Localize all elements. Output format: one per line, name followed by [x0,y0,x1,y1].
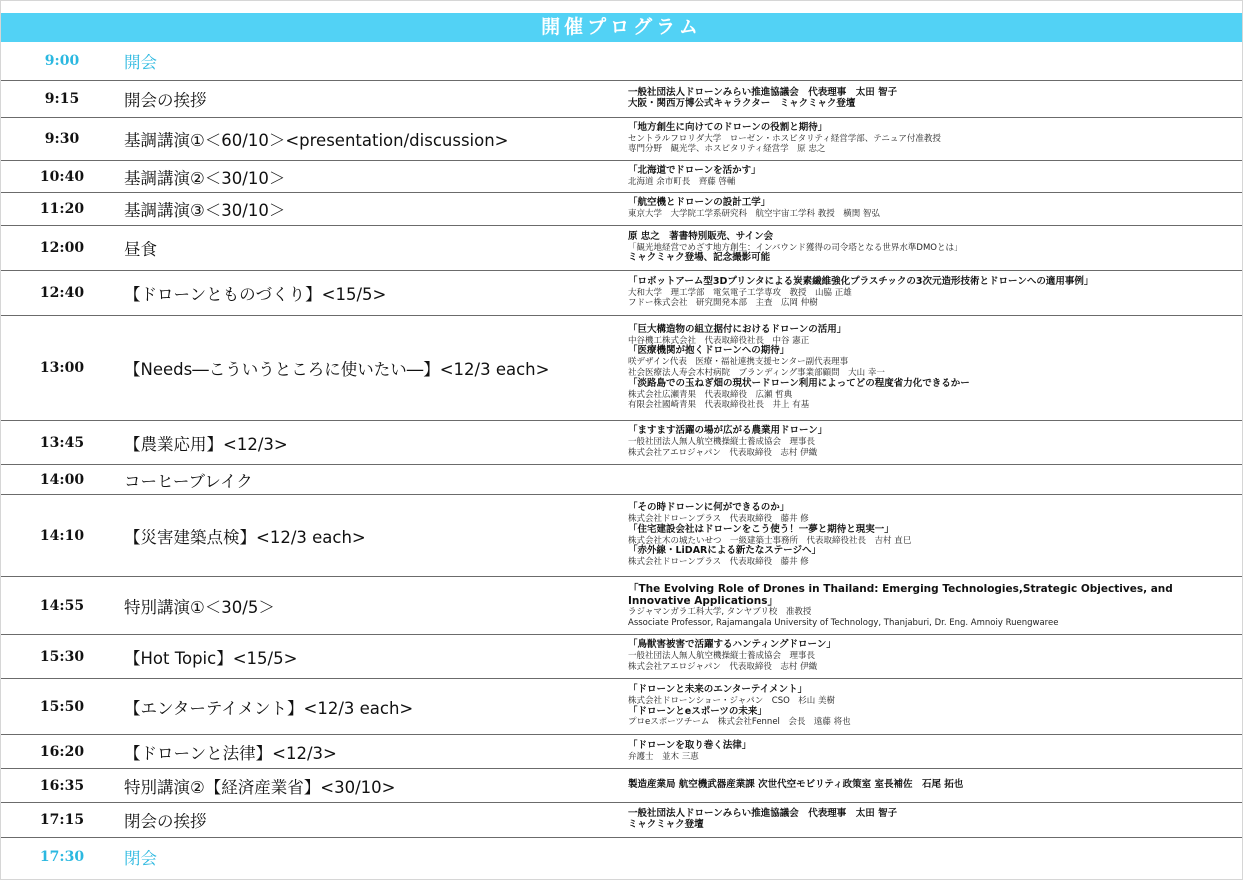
schedule-row [1,838,1242,876]
session-title: 閉会の挨拶 [124,812,207,831]
session-details [628,226,1238,270]
detail-heading: 「医療機関が抱くドローンへの期待」 [628,345,790,357]
session-title: コーヒーブレイク [124,471,253,491]
schedule-row [1,193,1242,226]
session-title: 昼食 [124,240,157,259]
session-time: 13:45 [39,434,85,451]
session-time: 17:30 [39,849,85,865]
schedule-row [1,735,1242,769]
session-details [628,803,1238,837]
session-title: 開会の挨拶 [124,91,207,110]
detail-heading: 「北海道でドローンを活かす」 [628,164,761,176]
session-time: 13:00 [39,360,85,376]
detail-line: 株式会社広瀬青果 代表取締役 広瀬 哲典 [628,389,793,400]
session-time: 9:30 [44,131,80,147]
session-time: 12:00 [39,240,85,256]
detail-line: 株式会社ドローンショー・ジャパン CSO 杉山 美樹 [628,695,836,706]
detail-heading: 「ドローンとeスポーツの未来」 [628,705,767,717]
schedule-row [1,769,1242,803]
detail-line: 「観光地経営でめざす地方創生：インバウンド獲得の司令塔となる世界水準DMOとは」 [628,242,963,253]
schedule-row [1,161,1242,193]
session-details [628,635,1238,678]
detail-line: セントラルフロリダ大学 ローゼン・ホスピタリティ経営学部、テニュア付准教授 [628,133,941,144]
schedule-row [1,81,1242,118]
detail-line: 大和大学 理工学部 電気電子工学専攻 教授 山脇 正雄 [628,287,852,298]
session-details [628,118,1238,160]
detail-line: 株式会社アエロジャパン 代表取締役 志村 伊織 [628,447,818,458]
session-title: 特別講演①＜30/5＞ [124,597,275,617]
session-details [628,495,1238,576]
schedule-row [1,465,1242,495]
schedule-row [1,803,1242,838]
session-time: 15:30 [39,648,85,665]
detail-heading: 「ドローンと未来のエンターテイメント」 [628,683,808,695]
session-details [628,81,1238,117]
schedule-row [1,495,1242,577]
schedule-row [1,421,1242,465]
session-time: 10:40 [39,168,85,185]
session-time: 14:00 [39,471,85,488]
schedule-row [1,577,1242,635]
session-time: 17:15 [39,812,85,828]
session-time: 14:55 [39,597,85,614]
session-details [628,735,1238,768]
detail-heading: 「ロボットアーム型3Dプリンタによる炭素繊維強化プラスチックの3次元造形技術とドローンへの適用事例」 [628,275,1094,287]
detail-heading: ミャクミャク登場、記念撮影可能 [628,252,771,264]
session-title: 基調講演③＜30/10＞ [124,201,286,220]
detail-line: フドー株式会社 研究開発本部 主査 広岡 仲樹 [628,298,818,309]
detail-heading: 「住宅建設会社はドローンをこう使う！一夢と期待と現実一」 [628,523,894,535]
session-details [628,421,1238,464]
detail-line: Associate Professor, Rajamangala University of Technology, Thanjaburi, Dr. Eng. Amnoiy Ruengwaree [628,617,1059,628]
detail-line: 咲デザイン代表 医療・福祉連携支援センター副代表理事 [628,357,849,368]
session-time: 14:10 [39,527,85,544]
detail-line: 株式会社木の城たいせつ 一級建築士事務所 代表取締役社長 吉村 直巳 [628,535,912,546]
detail-line: 専門分野 観光学、ホスピタリティ経営学 原 忠之 [628,144,826,155]
detail-line: 一般社団法人無人航空機操縦士養成協会 理事長 [628,437,816,448]
session-time: 9:15 [44,91,80,107]
session-title: 【Needs―こういうところに使いたい―】<12/3 each> [124,360,550,379]
session-title: 【ドローンと法律】<12/3> [124,743,337,763]
detail-heading: 「地方創生に向けてのドローンの役割と期待」 [628,121,828,133]
session-details [628,465,1238,494]
detail-line: 東京大学 大学院工学系研究科 航空宇宙工学科 教授 横関 智弘 [628,209,880,219]
schedule-row [1,679,1242,735]
session-title: 閉会 [124,849,157,868]
detail-line: 弁護士 並木 三恵 [628,751,699,762]
session-details [628,838,1238,876]
detail-line: 有限会社國崎青果 代表取締役社長 井上 有基 [628,400,810,411]
session-time: 16:35 [39,777,85,794]
detail-heading: 「ドローンを取り巻く法律」 [628,739,752,751]
session-time: 16:20 [39,743,85,760]
session-details [628,42,1238,80]
detail-line: 社会医療法人寿会木村病院 ブランディング事業部顧問 大山 幸一 [628,368,885,378]
schedule-row [1,226,1242,271]
session-details [628,271,1238,315]
schedule-row [1,42,1242,81]
detail-heading: 「The Evolving Role of Drones in Thailand: Emerging Technologies,Strategic Objectives, and Innovative Applications」 [628,582,1173,607]
detail-heading: 「その時ドローンに何ができるのか」 [628,502,790,514]
session-details [628,193,1238,225]
session-time: 12:40 [39,285,85,301]
detail-heading: 「巨大構造物の組立据付におけるドローンの活用」 [628,323,847,335]
program-header: 開催プログラム [1,13,1242,42]
detail-heading: ミャクミャク登壇 [628,819,704,830]
session-details [628,769,1238,802]
session-title: 【ドローンとものづくり】<15/5> [124,285,387,304]
session-time: 15:50 [39,698,85,715]
detail-heading: 大阪・関西万博公式キャラクター ミャクミャク登壇 [628,98,856,109]
session-details [628,316,1238,420]
detail-heading: 「淡路島での玉ねぎ畑の現状ードローン利用によってどの程度省力化できるかー [628,377,970,389]
detail-heading: 「ますます活躍の場が広がる農業用ドローン」 [628,425,828,437]
schedule-row [1,316,1242,421]
session-title: 基調講演②＜30/10＞ [124,168,286,188]
session-time: 9:00 [44,53,80,69]
detail-line: プロeスポーツチーム 株式会社Fennel 会長 遠藤 将也 [628,717,851,728]
detail-line: 株式会社ドローンプラス 代表取締役 藤井 修 [628,557,809,568]
session-title: 【農業応用】<12/3> [124,434,288,454]
detail-heading: 「航空機とドローンの設計工学」 [628,197,771,209]
detail-heading: 一般社団法人ドローンみらい推進協議会 代表理事 太田 智子 [628,87,898,99]
detail-line: 一般社団法人無人航空機操縦士養成協会 理事長 [628,651,816,662]
detail-line: 北海道 余市町長 齊藤 啓輔 [628,176,736,187]
session-title: 【災害建築点検】<12/3 each> [124,527,366,547]
schedule-row [1,635,1242,679]
session-title: 基調講演①＜60/10＞<presentation/discussion> [124,131,509,150]
detail-heading: 「赤外線・LiDARによる新たなステージへ」 [628,545,821,557]
detail-heading: 原 忠之 著書特別販売、サイン会 [628,230,774,242]
session-title: 【エンターテイメント】<12/3 each> [124,698,414,718]
schedule-row [1,118,1242,161]
detail-heading: 一般社団法人ドローンみらい推進協議会 代表理事 太田 智子 [628,808,898,820]
session-title: 【Hot Topic】<15/5> [124,648,298,668]
schedule-row [1,271,1242,316]
detail-line: 株式会社アエロジャパン 代表取締役 志村 伊織 [628,661,818,672]
session-details [628,161,1238,192]
detail-line: ラジャマンガラ工科大学, タンヤブリ校 准教授 [628,606,812,617]
session-title: 開会 [124,53,157,72]
session-details [628,577,1238,634]
session-title: 特別講演②【経済産業省】<30/10> [124,777,396,797]
detail-heading: 「鳥獣害被害で活躍するハンティングドローン」 [628,639,836,651]
detail-line: 株式会社ドローンプラス 代表取締役 藤井 修 [628,513,809,524]
detail-heading: 製造産業局 航空機武器産業課 次世代空モビリティ政策室 室長補佐 石尾 拓也 [628,779,964,791]
session-time: 11:20 [39,201,85,217]
schedule-table [1,42,1242,876]
session-details [628,679,1238,734]
detail-line: 中谷機工株式会社 代表取締役社長 中谷 憲正 [628,335,810,346]
